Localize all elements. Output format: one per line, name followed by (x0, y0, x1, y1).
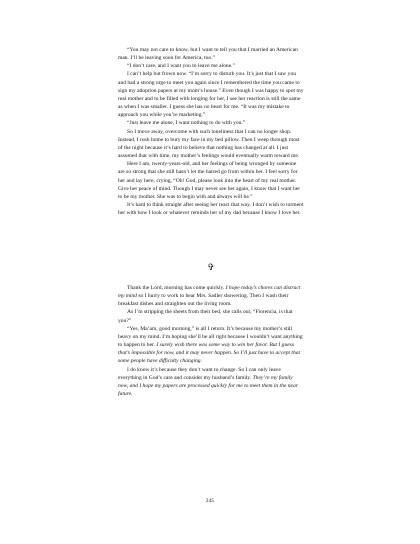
paragraph-text: “Yes, Ma’am, good morning,” is all I return. It’s because my mother’s still heavy on my mind. I’m hoping she’ll be all right because I wouldn’t want anything to happen to her. (118, 325, 303, 349)
paragraph: So I move away, overcome with such loneliness that I can no longer shop. Instead, I rush home to bury my face in my bed pillow. Then I weep through most of the night because it’s hard to believe that nothing has changed at all. I just assumed that with time, my mother’s feelings would eventually warm toward me. (118, 128, 300, 160)
paragraph (118, 325, 304, 366)
text-block-top (118, 46, 304, 217)
italic-thought: I hope today’s chores can distract my mind (118, 285, 301, 300)
paragraph (118, 308, 304, 324)
paragraph: I can’t help but frown now. “I’m sorry to disturb you. It’s just that I saw you and had a strong urge to meet you again since I remembered the time you came to sign my adoption papers at my mom’s house.” Even though I was happy to spot my real mother and to be filled with longing for her, I see her reaction is still the same as when I was smaller. I guess she has no heart for me. “It was my mistake to approach you while you’re marketing.” (118, 71, 304, 119)
paragraph-text: I do know it’s because they don’t want to change. So I can only leave everything in God’s care and consider my husband’s family. (118, 366, 281, 381)
paragraph: Here I am, twenty-years-old, and her feelings of being wronged by someone are so strong that she still hasn’t let the hatred go from within her. I feel sorry for her and lay here, crying, “Oh! God, please look into the heart of my real mother. Give her peace of mind. Though I may never see her again, I know that I want her to be my mother. She was to begin with and always will be.” (118, 161, 301, 200)
text-block-bottom (118, 284, 304, 398)
paragraph-text: As I’m stripping the sheets from their bed, she calls out, “Florencia, is that you?” (118, 309, 293, 324)
paragraph: “You may not care to know, but I want to tell you that I married an American man. I’ll be leaving soon for America, too.” (118, 47, 298, 62)
italic-thought: They’re my family now, and I hope my papers are processed quickly for me to meet them in the near future. (118, 374, 298, 398)
page-number: 245 (205, 498, 215, 504)
section-break-cross-icon: ✞ (207, 263, 215, 273)
paragraph-text: Thank the Lord, morning has come quickly. (127, 285, 226, 291)
italic-thought: I surely wish there was some way to win her favor. But I guess that’s impossible for now, and it may never happen. So I’ll just have to accept that some people have difficulty changing. (118, 342, 301, 365)
paragraph: “Just leave me alone, I want nothing to do with you.” (127, 120, 246, 127)
paragraph: “I don’t care, and I want you to leave me alone.” (127, 63, 236, 70)
paragraph (118, 284, 304, 308)
paragraph (118, 366, 304, 399)
paragraph: It’s hard to think straight after seeing her react that way. I don’t wish to torment her with how I look or whatever reminds her of my dad because I know I love her. (118, 201, 304, 217)
paragraph-text: so I hurry to work to hear Mrs. Sadler showering. Then I wash their breakfast dishes and straighten out the living room. (118, 293, 289, 308)
